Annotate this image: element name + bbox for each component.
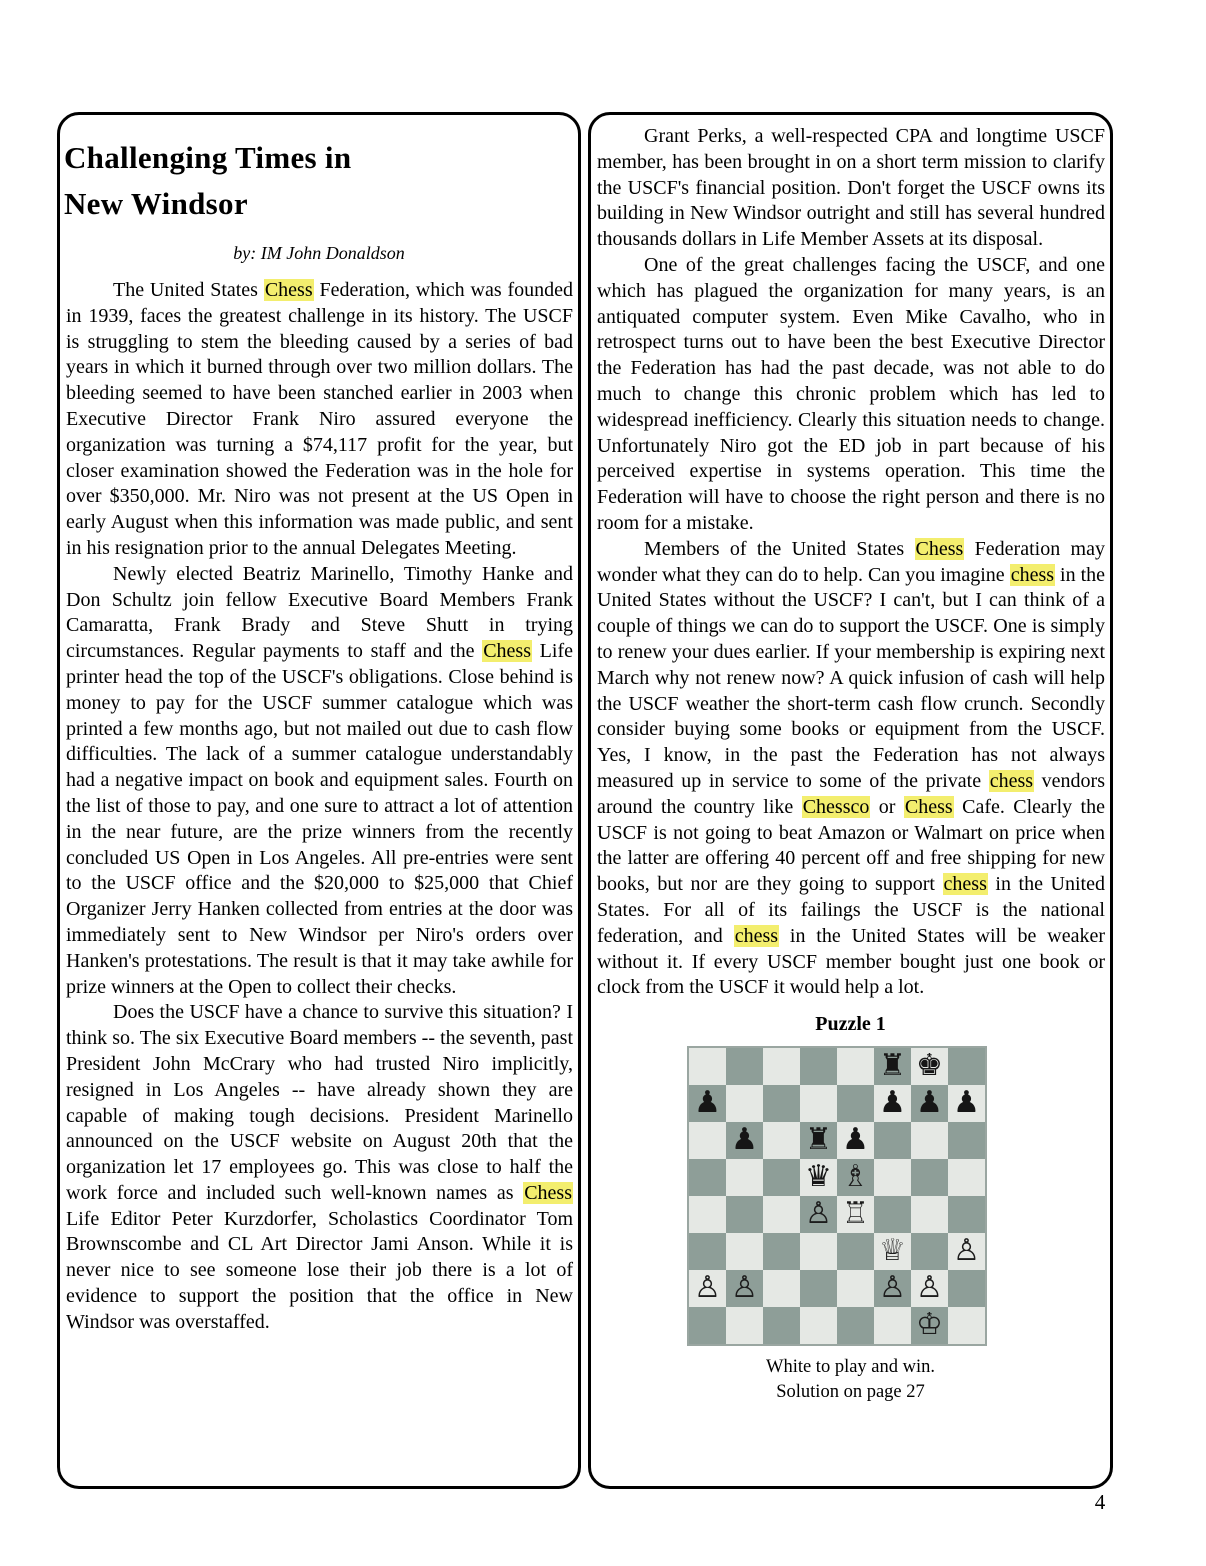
board-square (763, 1270, 800, 1307)
highlighted-text: Chessco (802, 795, 870, 818)
black-pawn-icon: ♟ (694, 1085, 721, 1121)
board-square (726, 1048, 763, 1085)
board-square (763, 1196, 800, 1233)
board-square (911, 1307, 948, 1344)
left-column-text (60, 278, 578, 1336)
board-square (837, 1159, 874, 1196)
text-run: Life Editor Peter Kurzdorfer, Scholastics Coordinator Tom Brownscombe and CL Art Director Jami Anson. While it is never nice to see someone lose their job there is a lot of evidence to support the position that the office in New Windsor was overstaffed. (66, 1207, 573, 1333)
board-square (726, 1307, 763, 1344)
highlighted-text: Chess (483, 640, 531, 663)
board-square (763, 1048, 800, 1085)
board-square (911, 1233, 948, 1270)
text-run: Newly elected Beatriz Marinello, Timothy Hanke and Don Schultz join fellow Executive Board Members Frank Camaratta, Frank Brady and Steve Shutt in trying circumstances. Regular payments to staff and the (66, 562, 573, 663)
chess-board (687, 1046, 987, 1346)
board-square (726, 1233, 763, 1270)
board-square (800, 1048, 837, 1085)
board-square (726, 1270, 763, 1307)
black-queen-icon: ♛ (805, 1159, 832, 1195)
board-square (911, 1196, 948, 1233)
text-run: The United States (113, 279, 264, 301)
board-square (911, 1270, 948, 1307)
paragraph (597, 253, 1105, 537)
board-square (837, 1270, 874, 1307)
board-square (726, 1159, 763, 1196)
board-square (948, 1196, 985, 1233)
byline: by: IM John Donaldson (233, 243, 405, 263)
text-run: Federation may wonder what they can do to help. Can you imagine (597, 537, 1105, 586)
white-pawn-icon: ♙ (916, 1270, 943, 1306)
board-square (911, 1048, 948, 1085)
highlighted-text: Chess (904, 795, 953, 818)
board-square (874, 1196, 911, 1233)
black-pawn-icon: ♟ (731, 1122, 758, 1158)
text-run: or (870, 795, 904, 818)
board-square (948, 1233, 985, 1270)
text-run: in the United States without the USCF? I can't, but I can think of a couple of things we can do to support the USCF. One is simply to renew your dues earlier. If your membership is expiring next March why not renew now? A quick infusion of cash will help the USCF weather the short-term cash flow crunch. Secondly consider buying some books or equipment from the USCF. Yes, I know, in the past the Federation has not always measured up in service to some of the private (597, 563, 1106, 792)
board-square (837, 1307, 874, 1344)
board-square (763, 1159, 800, 1196)
highlighted-text: chess (989, 769, 1034, 792)
paragraph (66, 562, 573, 1001)
board-square (689, 1196, 726, 1233)
text-run: Federation, which was founded in 1939, faces the greatest challenge in its history. The USCF is struggling to stem the bleeding caused by a series of bad years in which it burned through over two million dollars. The bleeding seemed to have been stanched earlier in 2003 when Executive Director Frank Niro assured everyone the organization was turning a $74,117 profit for the year, but closer examination showed the Federation was in the hole for over $350,000. Mr. Niro was not present at the US Open in early August when this information was made public, and sent in his resignation prior to the annual Delegates Meeting. (66, 279, 573, 559)
white-pawn-icon: ♙ (694, 1270, 721, 1306)
board-square (874, 1122, 911, 1159)
black-pawn-icon: ♟ (916, 1085, 943, 1121)
text-run: in the United States. For all of its failings the USCF is the national federation, and (597, 873, 1105, 947)
page-number: 4 (1094, 1490, 1106, 1514)
title-line-1: Challenging Times in (64, 140, 352, 175)
right-column (588, 112, 1113, 1489)
board-square (948, 1085, 985, 1122)
white-pawn-icon: ♙ (731, 1270, 758, 1306)
paragraph (597, 537, 1105, 1001)
black-rook-icon: ♜ (805, 1122, 832, 1158)
board-square (874, 1233, 911, 1270)
white-queen-icon: ♕ (879, 1233, 906, 1269)
board-square (726, 1122, 763, 1159)
board-square (800, 1159, 837, 1196)
white-king-icon: ♔ (916, 1307, 943, 1343)
board-square (948, 1307, 985, 1344)
board-square (689, 1233, 726, 1270)
board-square (800, 1196, 837, 1233)
board-square (911, 1159, 948, 1196)
board-square (689, 1122, 726, 1159)
board-square (911, 1122, 948, 1159)
board-square (800, 1307, 837, 1344)
paragraph (66, 278, 573, 562)
left-column (57, 112, 581, 1489)
white-pawn-icon: ♙ (805, 1196, 832, 1232)
text-run: Cafe. Clearly the USCF is not going to beat Amazon or Walmart on price when the latter are offering 40 percent off and free shipping for new books, but nor are they going to support (597, 795, 1105, 896)
board-square (874, 1159, 911, 1196)
board-square (874, 1270, 911, 1307)
board-square (689, 1085, 726, 1122)
text-run: in the United States will be weaker without it. If every USCF member bought just one book or clock from the USCF it would help a lot. (597, 924, 1106, 999)
board-square (763, 1233, 800, 1270)
board-square (948, 1159, 985, 1196)
board-square (763, 1122, 800, 1159)
white-bishop-icon: ♗ (842, 1159, 869, 1195)
text-run: One of the great challenges facing the USCF, and one which has plagued the organization for many years, is an antiquated computer system. Even Mike Cavalho, who in retrospect turns out to have been the best Executive Director the Federation has had the past decade, was not able to do much to change this chronic problem which has led to widespread inefficiency. Clearly this situation needs to change. Unfortunately Niro got the ED job in part because of his perceived expertise in systems operation. This time the Federation will have to choose the right person and there is no room for a mistake. (597, 253, 1105, 534)
white-rook-icon: ♖ (842, 1196, 869, 1232)
board-square (726, 1196, 763, 1233)
white-pawn-icon: ♙ (879, 1270, 906, 1306)
board-square (837, 1233, 874, 1270)
black-pawn-icon: ♟ (953, 1085, 980, 1121)
board-square (837, 1122, 874, 1159)
article-title (64, 135, 578, 227)
highlighted-text: chess (943, 873, 987, 896)
black-king-icon: ♚ (916, 1048, 943, 1084)
board-square (800, 1085, 837, 1122)
puzzle-caption (591, 1355, 1110, 1405)
white-pawn-icon: ♙ (953, 1233, 980, 1269)
board-square (874, 1307, 911, 1344)
caption-line-2: Solution on page 27 (776, 1382, 925, 1403)
paragraph (597, 124, 1105, 253)
puzzle-heading: Puzzle 1 (815, 1013, 886, 1036)
highlighted-text: Chess (264, 279, 313, 301)
caption-line-1: White to play and win. (765, 1357, 936, 1378)
board-square (911, 1085, 948, 1122)
board-square (689, 1159, 726, 1196)
board-square (763, 1085, 800, 1122)
title-line-2: New Windsor (64, 186, 248, 221)
board-square (689, 1048, 726, 1085)
right-column-text (591, 124, 1110, 1001)
board-square (874, 1085, 911, 1122)
paragraph (66, 1000, 573, 1335)
highlighted-text: Chess (524, 1181, 572, 1204)
board-square (837, 1085, 874, 1122)
board-square (726, 1085, 763, 1122)
board-square (874, 1048, 911, 1085)
board-square (948, 1122, 985, 1159)
text-run: Life printer head the top of the USCF's obligations. Close behind is money to pay for the USCF summer catalogue which was printed a few months ago, but not mailed out due to cash flow difficulties. The lack of a summer catalogue understandably had a negative impact on book and equipment sales. Fourth on the list of those to pay, and one sure to attract a lot of attention in the near future, are the prize winners from the recently concluded US Open in Los Angeles. All pre-entries were sent to the USCF office and the $20,000 to $25,000 that Chief Organizer Jerry Hanken collected from entries at the door was immediately sent to New Windsor per Niro's orders over Hanken's protestations. The result is that it may take awhile for prize winners at the Open to collect their checks. (66, 640, 573, 998)
board-square (800, 1270, 837, 1307)
board-square (800, 1233, 837, 1270)
board-square (763, 1307, 800, 1344)
board-square (800, 1122, 837, 1159)
board-square (837, 1196, 874, 1233)
board-square (689, 1307, 726, 1344)
highlighted-text: chess (1010, 563, 1055, 586)
black-rook-icon: ♜ (879, 1048, 906, 1084)
highlighted-text: Chess (915, 537, 964, 560)
text-run: vendors around the country like (597, 769, 1105, 818)
board-square (689, 1270, 726, 1307)
board-square (948, 1048, 985, 1085)
black-pawn-icon: ♟ (879, 1085, 906, 1121)
text-run: Members of the United States (644, 537, 915, 560)
chess-diagram (687, 1046, 1110, 1346)
board-square (948, 1270, 985, 1307)
highlighted-text: chess (734, 924, 779, 947)
text-run: Does the USCF have a chance to survive this situation? I think so. The six Executive Board members -- the seventh, past President John McCrary who had trusted Niro implicitly, resigned in Los Angeles -- have already shown they are capable of making tough decisions. President Marinello announced on the USCF website on August 20th that the organization let 17 employees go. This was close to half the work force and included such well-known names as (66, 1001, 573, 1204)
black-pawn-icon: ♟ (842, 1122, 869, 1158)
board-square (837, 1048, 874, 1085)
text-run: Grant Perks, a well-respected CPA and longtime USCF member, has been brought in on a short term mission to clarify the USCF's financial position. Don't forget the USCF owns its building in New Windsor outright and still has several hundred thousands dollars in Life Member Assets at its disposal. (597, 125, 1105, 251)
